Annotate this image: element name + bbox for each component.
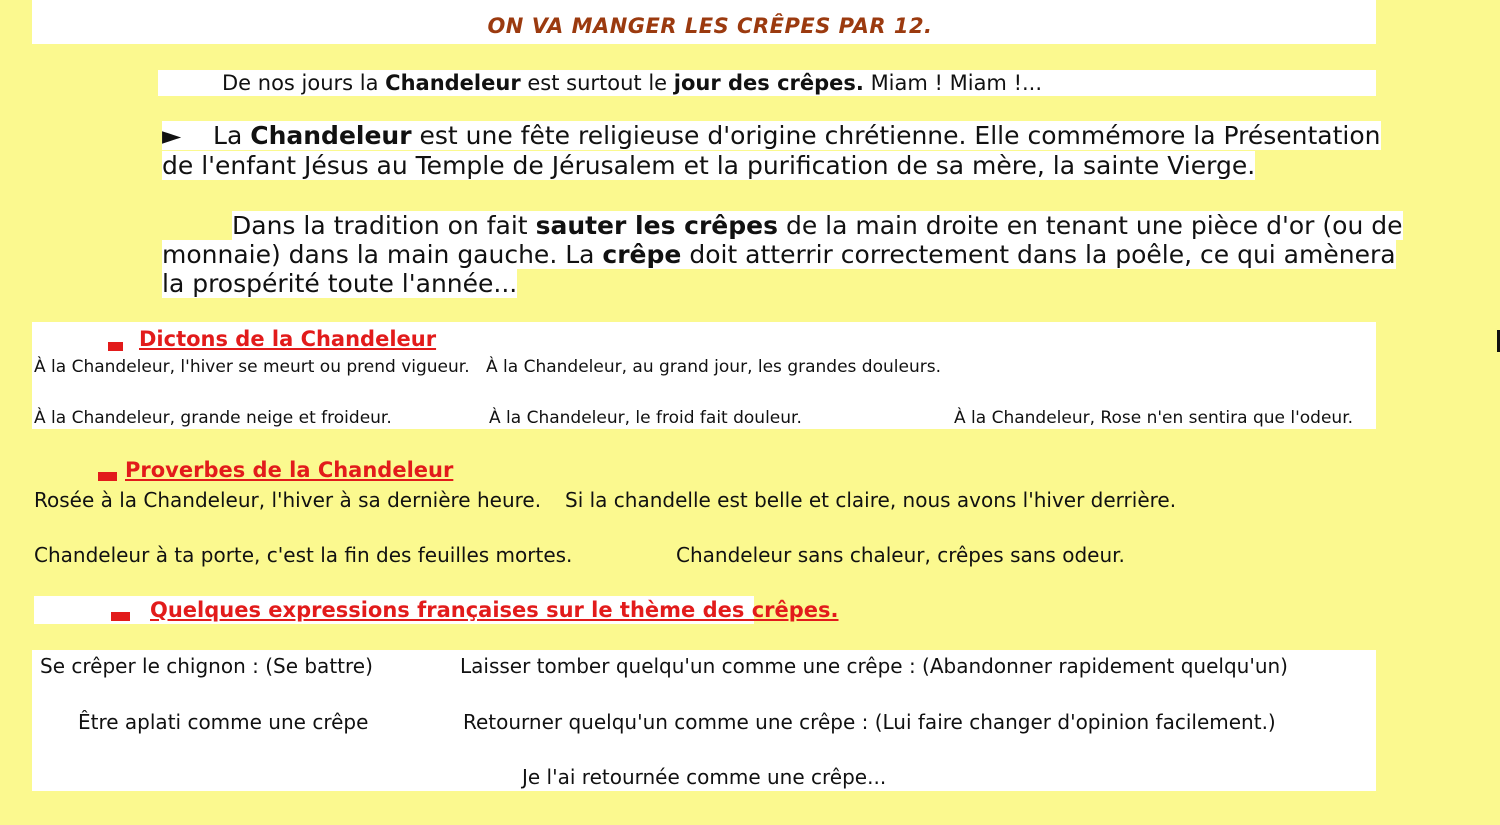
proverbes-heading: Proverbes de la Chandeleur	[125, 458, 454, 482]
intro-b1: Chandeleur	[385, 71, 521, 95]
dicton-item: À la Chandeleur, au grand jour, les grandes douleurs.	[486, 357, 941, 377]
para2-line3	[162, 269, 517, 298]
proverbe-item: Chandeleur sans chaleur, crêpes sans odeur.	[676, 543, 1125, 567]
para1-t1: La	[213, 121, 251, 150]
para2-line2	[162, 240, 1396, 269]
para1-t2: est une fête religieuse d'origine chrétienne. Elle commémore la Présentation	[411, 121, 1381, 150]
proverbe-item: Chandeleur à ta porte, c'est la fin des feuilles mortes.	[34, 543, 573, 567]
intro-t1: De nos jours la	[222, 71, 386, 95]
para2-l2b: crêpe	[602, 240, 682, 269]
para2-t2: de la main droite en tenant une pièce d'or (ou de	[778, 211, 1403, 240]
expression-item: Je l'ai retournée comme une crêpe...	[522, 765, 887, 789]
dicton-item: À la Chandeleur, le froid fait douleur.	[489, 408, 802, 428]
expression-item: Être aplati comme une crêpe	[78, 710, 369, 734]
intro-b2: jour des crêpes.	[673, 71, 864, 95]
para1-line2	[162, 151, 1255, 180]
expressions-heading: Quelques expressions françaises sur le thème des crêpes.	[150, 598, 839, 622]
para1-line2-text: de l'enfant Jésus au Temple de Jérusalem et la purification de sa mère, la sainte Vierge.	[162, 151, 1256, 180]
dictons-heading: Dictons de la Chandeleur	[139, 327, 437, 351]
para2-b1: sauter les crêpes	[535, 211, 778, 240]
dicton-item: À la Chandeleur, Rose n'en sentira que l'odeur.	[954, 408, 1354, 428]
expression-item: Se crêper le chignon : (Se battre)	[40, 654, 373, 678]
para2-t1: Dans la tradition on fait	[232, 211, 536, 240]
dicton-item: À la Chandeleur, l'hiver se meurt ou prend vigueur.	[34, 357, 470, 377]
dicton-item: À la Chandeleur, grande neige et froideur.	[34, 408, 392, 428]
expression-item: Retourner quelqu'un comme une crêpe : (Lui faire changer d'opinion facilement.)	[463, 710, 1276, 734]
para2-l2c: doit atterrir correctement dans la poêle, ce qui amènera	[681, 240, 1396, 269]
red-square-icon	[111, 612, 130, 621]
proverbe-item: Si la chandelle est belle et claire, nous avons l'hiver derrière.	[565, 488, 1177, 512]
intro-t2: est surtout le	[520, 71, 674, 95]
expression-item: Laisser tomber quelqu'un comme une crêpe : (Abandonner rapidement quelqu'un)	[460, 654, 1288, 678]
page-title: ON VA MANGER LES CRÊPES PAR 12.	[487, 14, 933, 38]
red-square-icon	[98, 472, 117, 481]
para2-line2-highlight	[162, 240, 1396, 269]
intro-t3: Miam ! Miam !...	[863, 71, 1043, 95]
para2-line1	[232, 211, 1403, 240]
para1-b1: Chandeleur	[250, 121, 412, 150]
para2-l2a: monnaie) dans la main gauche. La	[162, 240, 603, 269]
red-square-icon	[108, 342, 123, 351]
arrow-icon: ►	[162, 121, 182, 150]
para1-highlight	[162, 121, 1381, 150]
para2-highlight	[232, 211, 1403, 240]
para2-line3-text: la prospérité toute l'année...	[162, 269, 518, 298]
proverbe-item: Rosée à la Chandeleur, l'hiver à sa dernière heure.	[34, 488, 542, 512]
intro-text	[222, 71, 1042, 95]
para1-line1	[162, 121, 1381, 150]
